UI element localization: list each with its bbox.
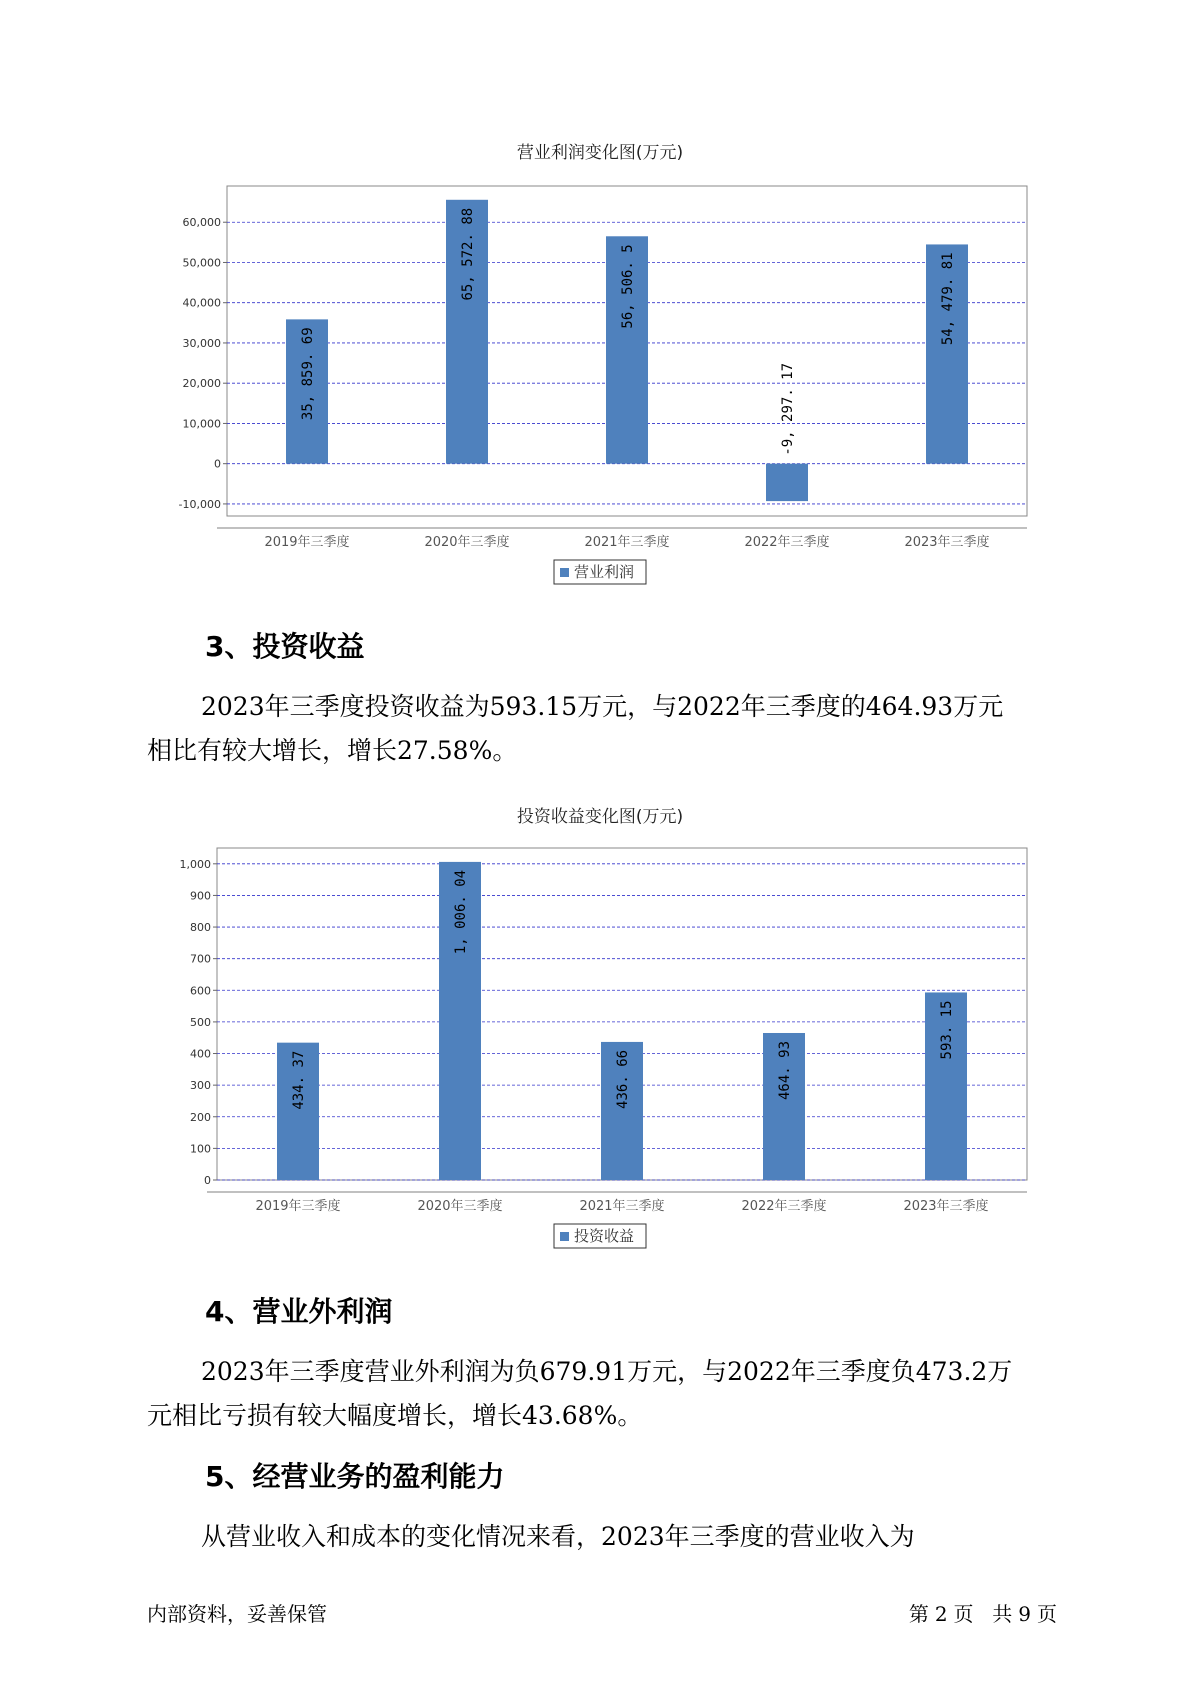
y-tick-label: 10,000 (182, 417, 221, 431)
section3-paragraph (147, 685, 1057, 773)
section3-line2: 相比有较大增长，增长27.58%。 (147, 736, 518, 765)
section3-line1: 2023年三季度投资收益为593.15万元，与2022年三季度的464.93万元 (201, 692, 1004, 721)
y-tick-label: -10,000 (178, 497, 221, 511)
y-tick-label: 1,000 (179, 857, 211, 871)
total-prefix: 共 (992, 1602, 1013, 1626)
y-tick-label: 500 (190, 1015, 211, 1029)
legend-swatch (560, 568, 569, 577)
y-tick-label: 40,000 (182, 296, 221, 310)
x-tick-label: 2023年三季度 (903, 1199, 989, 1214)
section4-line2: 元相比亏损有较大幅度增长，增长43.68%。 (147, 1401, 643, 1430)
y-tick-label: 0 (204, 1174, 211, 1187)
investment-income-chart-svg (150, 800, 1030, 1260)
y-tick-label: 700 (190, 952, 211, 966)
y-tick-label: 800 (190, 921, 211, 935)
legend-label: 投资收益 (574, 1227, 635, 1245)
total-num: 9 (1018, 1602, 1031, 1626)
section5-heading: 5、经营业务的盈利能力 (205, 1460, 505, 1493)
y-tick-label: 50,000 (182, 256, 221, 270)
footer-confidential-note: 内部资料，妥善保管 (147, 1602, 327, 1626)
legend-swatch (560, 1232, 569, 1241)
x-tick-label: 2020年三季度 (417, 1199, 503, 1214)
y-tick-label: 30,000 (182, 336, 221, 350)
x-tick-label: 2022年三季度 (741, 1199, 827, 1214)
section4-paragraph (147, 1350, 1057, 1438)
y-tick-label: 0 (214, 457, 221, 471)
y-tick-label: 900 (190, 889, 211, 903)
chart-title: 投资收益变化图(万元) (516, 807, 684, 827)
data-label: 436. 66 (615, 1049, 631, 1109)
y-tick-label: 20,000 (182, 377, 221, 391)
y-tick-label: 600 (190, 984, 211, 998)
legend-label: 营业利润 (574, 563, 635, 581)
data-label: 1, 006. 04 (453, 869, 469, 955)
x-tick-label: 2023年三季度 (904, 535, 990, 550)
investment-income-chart (150, 800, 1030, 1260)
data-label: 54, 479. 81 (940, 252, 956, 346)
x-tick-label: 2022年三季度 (744, 535, 830, 550)
y-tick-label: 60,000 (182, 216, 221, 230)
section5-paragraph (147, 1515, 1057, 1559)
section4-heading: 4、营业外利润 (205, 1295, 393, 1328)
x-tick-label: 2019年三季度 (255, 1199, 341, 1214)
section5-line1: 从营业收入和成本的变化情况来看，2023年三季度的营业收入为 (201, 1522, 915, 1551)
data-label: 434. 37 (291, 1050, 307, 1110)
footer-page-number (903, 1598, 1057, 1627)
section4-line1: 2023年三季度营业外利润为负679.91万元，与2022年三季度负473.2万 (201, 1357, 1013, 1386)
section3-heading: 3、投资收益 (205, 630, 365, 663)
y-tick-label: 400 (190, 1047, 211, 1061)
page-num: 2 (934, 1602, 948, 1626)
total-unit: 页 (1037, 1602, 1057, 1626)
page-prefix: 第 (908, 1602, 929, 1626)
data-label: 35, 859. 69 (300, 327, 316, 421)
operating-profit-chart-svg (150, 136, 1030, 596)
x-tick-label: 2019年三季度 (264, 535, 350, 550)
data-label: -9, 297. 17 (780, 362, 796, 456)
operating-profit-chart (150, 136, 1030, 596)
data-label: 464. 93 (777, 1040, 793, 1101)
data-label: 56, 506. 5 (620, 244, 636, 329)
y-tick-label: 100 (190, 1142, 211, 1156)
x-tick-label: 2021年三季度 (579, 1199, 665, 1214)
data-label: 593. 15 (939, 1000, 955, 1060)
bar (766, 464, 808, 501)
x-tick-label: 2021年三季度 (584, 535, 670, 550)
y-tick-label: 200 (190, 1110, 211, 1124)
page-unit: 页 (953, 1602, 974, 1626)
x-tick-label: 2020年三季度 (424, 535, 510, 550)
y-tick-label: 300 (190, 1079, 211, 1093)
data-label: 65, 572. 88 (460, 207, 476, 301)
chart-title: 营业利润变化图(万元) (516, 143, 684, 163)
